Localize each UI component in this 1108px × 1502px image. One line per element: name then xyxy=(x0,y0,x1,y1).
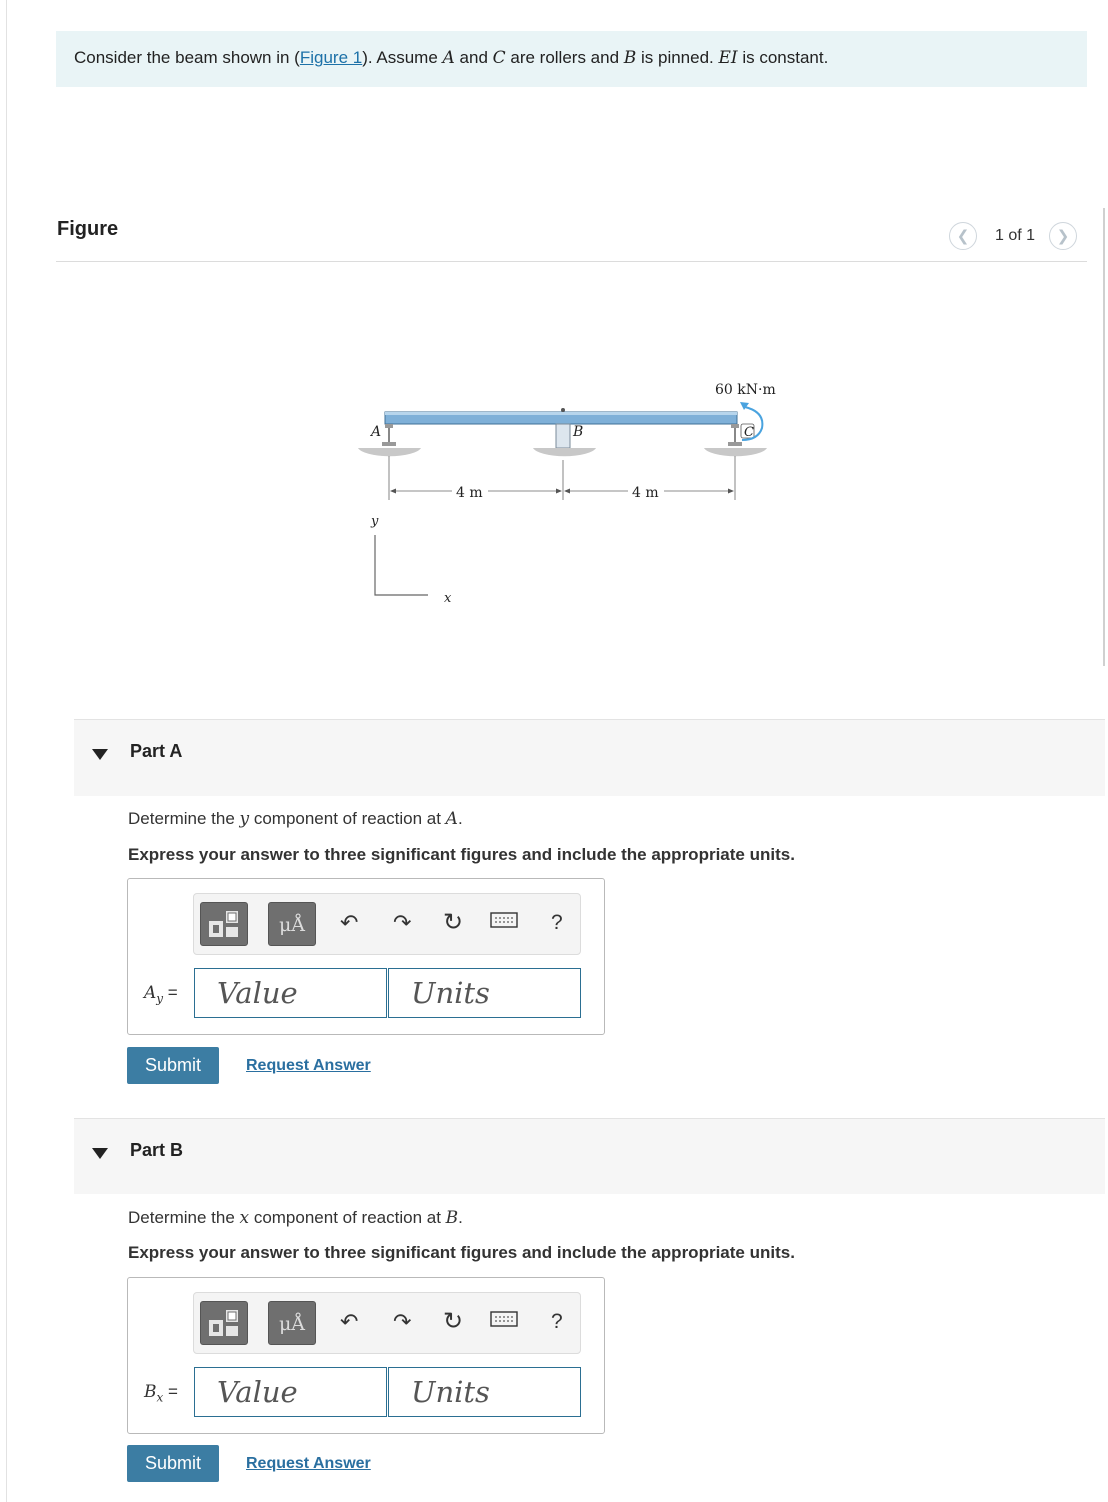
part-b-request-answer-link[interactable]: Request Answer xyxy=(246,1455,371,1472)
answer-label: $A_y$ = xyxy=(144,983,178,1006)
part-a-answer-box xyxy=(127,878,605,1035)
label-b: B xyxy=(573,424,584,440)
chevron-left-icon: ❮ xyxy=(956,228,970,245)
prev-figure-button[interactable] xyxy=(949,222,977,250)
reset-icon[interactable]: ↻ xyxy=(443,1308,464,1335)
templates-icon xyxy=(201,1302,247,1344)
support-a xyxy=(358,424,421,456)
keyboard-icon[interactable] xyxy=(490,910,518,936)
part-a-question: Determine the y component of reaction at A. xyxy=(128,809,463,829)
figure-divider xyxy=(56,261,1087,262)
keyboard-icon[interactable] xyxy=(490,1309,518,1335)
intro-text: is constant. xyxy=(737,48,829,67)
collapse-triangle-icon xyxy=(92,1148,108,1159)
intro-text: ). Assume xyxy=(362,48,443,67)
coordinate-axes xyxy=(375,535,428,595)
templates-button[interactable] xyxy=(200,902,248,946)
part-a-header[interactable] xyxy=(74,719,1105,796)
question-point: A xyxy=(445,809,458,829)
redo-icon[interactable]: ↷ xyxy=(393,910,412,935)
templates-icon xyxy=(201,903,247,945)
help-icon[interactable]: ? xyxy=(551,1310,563,1333)
chevron-right-icon: ❯ xyxy=(1056,228,1070,245)
undo-icon[interactable]: ↶ xyxy=(340,910,359,935)
var-b: B xyxy=(623,48,637,68)
label-a: A xyxy=(371,424,382,440)
figure-count: 1 of 1 xyxy=(995,227,1036,244)
units-input[interactable]: Units xyxy=(388,1367,581,1417)
redo-icon[interactable]: ↷ xyxy=(393,1309,412,1334)
intro-text: is pinned. xyxy=(636,48,719,67)
collapse-triangle-icon xyxy=(92,749,108,760)
units-button[interactable]: μÅ xyxy=(268,1301,316,1345)
moment-arrowhead xyxy=(740,402,749,410)
answer-label: $B_x$ = xyxy=(144,1382,178,1405)
question-var: y xyxy=(239,809,250,829)
value-input[interactable]: Value xyxy=(194,1367,387,1417)
beam-figure xyxy=(330,370,810,620)
figure-title: Figure xyxy=(57,218,119,240)
units-input[interactable]: Units xyxy=(388,968,581,1018)
axis-y-label: y xyxy=(371,514,379,529)
span-label-1: 4 m xyxy=(456,485,483,501)
label-c: C xyxy=(744,425,754,440)
part-b-answer-box xyxy=(127,1277,605,1434)
intro-prefix: Consider the beam shown in ( xyxy=(74,48,300,67)
part-a-submit-button[interactable]: Submit xyxy=(127,1047,219,1084)
math-toolbar xyxy=(193,893,581,955)
question-point: B xyxy=(445,1208,459,1228)
intro-text: are rollers and xyxy=(505,48,624,67)
part-a-title: Part A xyxy=(130,741,183,761)
moment-label: 60 kN·m xyxy=(715,382,776,398)
part-b-instructions: Express your answer to three significant figures and include the appropriate units. xyxy=(128,1243,795,1262)
undo-icon[interactable]: ↶ xyxy=(340,1309,359,1334)
part-a-request-answer-link[interactable]: Request Answer xyxy=(246,1057,371,1074)
part-a-instructions: Express your answer to three significant figures and include the appropriate units. xyxy=(128,845,795,864)
question-var: x xyxy=(239,1208,250,1228)
part-b-title: Part B xyxy=(130,1140,184,1160)
figure-link[interactable]: Figure 1 xyxy=(299,48,363,67)
templates-button[interactable] xyxy=(200,1301,248,1345)
span-label-2: 4 m xyxy=(632,485,659,501)
help-icon[interactable]: ? xyxy=(551,911,563,934)
intro-text: and xyxy=(454,48,493,67)
beam-highlight xyxy=(385,412,737,415)
part-b-submit-button[interactable]: Submit xyxy=(127,1445,219,1482)
var-a: A xyxy=(442,48,455,68)
figure-pager xyxy=(949,220,1077,252)
problem-statement xyxy=(56,31,1087,87)
scroll-edge xyxy=(1103,208,1105,666)
value-input[interactable]: Value xyxy=(194,968,387,1018)
support-c xyxy=(704,424,767,456)
part-b-question: Determine the x component of reaction at B. xyxy=(128,1208,463,1228)
var-c: C xyxy=(492,48,506,68)
math-toolbar xyxy=(193,1292,581,1354)
axis-x-label: x xyxy=(444,591,452,606)
reset-icon[interactable]: ↻ xyxy=(443,909,464,936)
var-ei: EI xyxy=(718,48,738,68)
next-figure-button[interactable] xyxy=(1049,222,1077,250)
page-left-border xyxy=(6,0,7,1502)
units-button[interactable]: μÅ xyxy=(268,902,316,946)
part-b-header[interactable] xyxy=(74,1118,1105,1194)
